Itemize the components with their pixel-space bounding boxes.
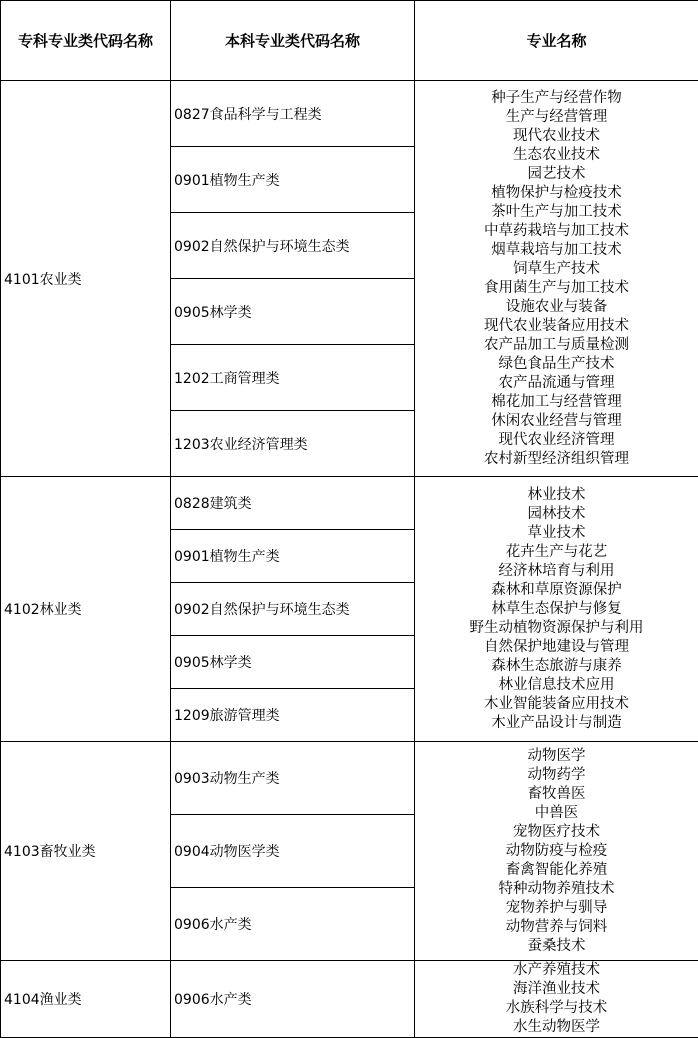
major-item: 植物保护与检疫技术 <box>491 184 622 201</box>
major-item: 宠物养护与驯导 <box>505 899 608 916</box>
major-item: 草业技术 <box>527 524 586 541</box>
bachelor-code-cell: 0906水产类 <box>171 888 415 961</box>
major-item: 绿色食品生产技术 <box>498 355 615 372</box>
major-item: 宠物医疗技术 <box>513 823 600 840</box>
bachelor-code-cell: 0828建筑类 <box>171 477 415 530</box>
majors-cell <box>415 81 698 477</box>
vocational-code-cell: 4104渔业类 <box>1 961 171 1038</box>
bachelor-code-cell: 0901植物生产类 <box>171 530 415 583</box>
bachelor-code-cell: 0827食品科学与工程类 <box>171 81 415 147</box>
major-item: 种子生产与经营作物 <box>491 89 622 106</box>
major-item: 蚕桑技术 <box>527 937 586 954</box>
header-major-name: 专业名称 <box>415 1 698 81</box>
major-item: 茶叶生产与加工技术 <box>491 203 622 220</box>
major-item: 动物医学 <box>527 747 586 764</box>
major-item: 中草药栽培与加工技术 <box>484 222 629 239</box>
major-item: 现代农业技术 <box>513 127 600 144</box>
major-item: 休闲农业经营与管理 <box>491 412 622 429</box>
major-item: 林业技术 <box>527 486 586 503</box>
major-item: 烟草栽培与加工技术 <box>491 241 622 258</box>
major-item: 饲草生产技术 <box>513 260 600 277</box>
majors-cell <box>415 742 698 961</box>
major-item: 海洋渔业技术 <box>513 981 600 997</box>
table-row <box>1 961 698 1038</box>
major-item: 森林生态旅游与康养 <box>491 657 622 674</box>
major-item: 动物防疫与检疫 <box>505 842 608 859</box>
bachelor-code-cell: 0902自然保护与环境生态类 <box>171 213 415 279</box>
major-item: 畜禽智能化养殖 <box>505 861 608 878</box>
major-item: 畜牧兽医 <box>527 785 586 802</box>
major-item: 自然保护地建设与管理 <box>484 638 629 655</box>
major-item: 木业智能装备应用技术 <box>484 695 629 712</box>
major-item: 农产品加工与质量检测 <box>484 336 629 353</box>
major-item: 食用菌生产与加工技术 <box>484 279 629 296</box>
major-item: 水生动物医学 <box>513 1019 600 1035</box>
major-item: 中兽医 <box>534 804 579 821</box>
major-item: 木业产品设计与制造 <box>491 714 622 731</box>
header-row <box>1 1 698 81</box>
bachelor-code-cell: 0901植物生产类 <box>171 147 415 213</box>
major-item: 现代农业经济管理 <box>498 431 615 448</box>
major-item: 动物药学 <box>527 766 586 783</box>
major-item: 生态农业技术 <box>513 146 600 163</box>
vocational-code-cell: 4102林业类 <box>1 477 171 742</box>
major-item: 动物营养与饲料 <box>505 918 608 935</box>
table-row <box>1 477 698 530</box>
major-item: 水族科学与技术 <box>505 1000 608 1016</box>
major-item: 林业信息技术应用 <box>498 676 615 693</box>
major-item: 特种动物养殖技术 <box>498 880 615 897</box>
bachelor-code-cell: 0905林学类 <box>171 636 415 689</box>
table-row <box>1 742 698 815</box>
bachelor-code-cell: 0902自然保护与环境生态类 <box>171 583 415 636</box>
major-item: 经济林培育与利用 <box>498 562 615 579</box>
table-row <box>1 81 698 147</box>
major-item: 园艺技术 <box>527 165 586 182</box>
header-vocational-code: 专科专业类代码名称 <box>1 1 171 81</box>
major-item: 现代农业装备应用技术 <box>484 317 629 334</box>
major-item: 森林和草原资源保护 <box>491 581 622 598</box>
major-item: 生产与经营管理 <box>505 108 608 125</box>
major-item: 花卉生产与花艺 <box>505 543 608 560</box>
majors-cell <box>415 961 698 1038</box>
vocational-code-cell: 4101农业类 <box>1 81 171 477</box>
bachelor-code-cell: 0904动物医学类 <box>171 815 415 888</box>
major-item: 农村新型经济组织管理 <box>484 450 629 467</box>
major-item: 棉花加工与经营管理 <box>491 393 622 410</box>
header-bachelor-code: 本科专业类代码名称 <box>171 1 415 81</box>
bachelor-code-cell: 1203农业经济管理类 <box>171 411 415 477</box>
bachelor-code-cell: 0905林学类 <box>171 279 415 345</box>
major-item: 野生动植物资源保护与利用 <box>469 619 644 636</box>
bachelor-code-cell: 1202工商管理类 <box>171 345 415 411</box>
bachelor-code-cell: 1209旅游管理类 <box>171 689 415 742</box>
bachelor-code-cell: 0906水产类 <box>171 961 415 1038</box>
major-item: 水产养殖技术 <box>513 962 600 978</box>
major-item: 农产品流通与管理 <box>498 374 615 391</box>
majors-cell <box>415 477 698 742</box>
major-item: 设施农业与装备 <box>505 298 608 315</box>
major-item: 林草生态保护与修复 <box>491 600 622 617</box>
bachelor-code-cell: 0903动物生产类 <box>171 742 415 815</box>
vocational-code-cell: 4103畜牧业类 <box>1 742 171 961</box>
major-item: 园林技术 <box>527 505 586 522</box>
